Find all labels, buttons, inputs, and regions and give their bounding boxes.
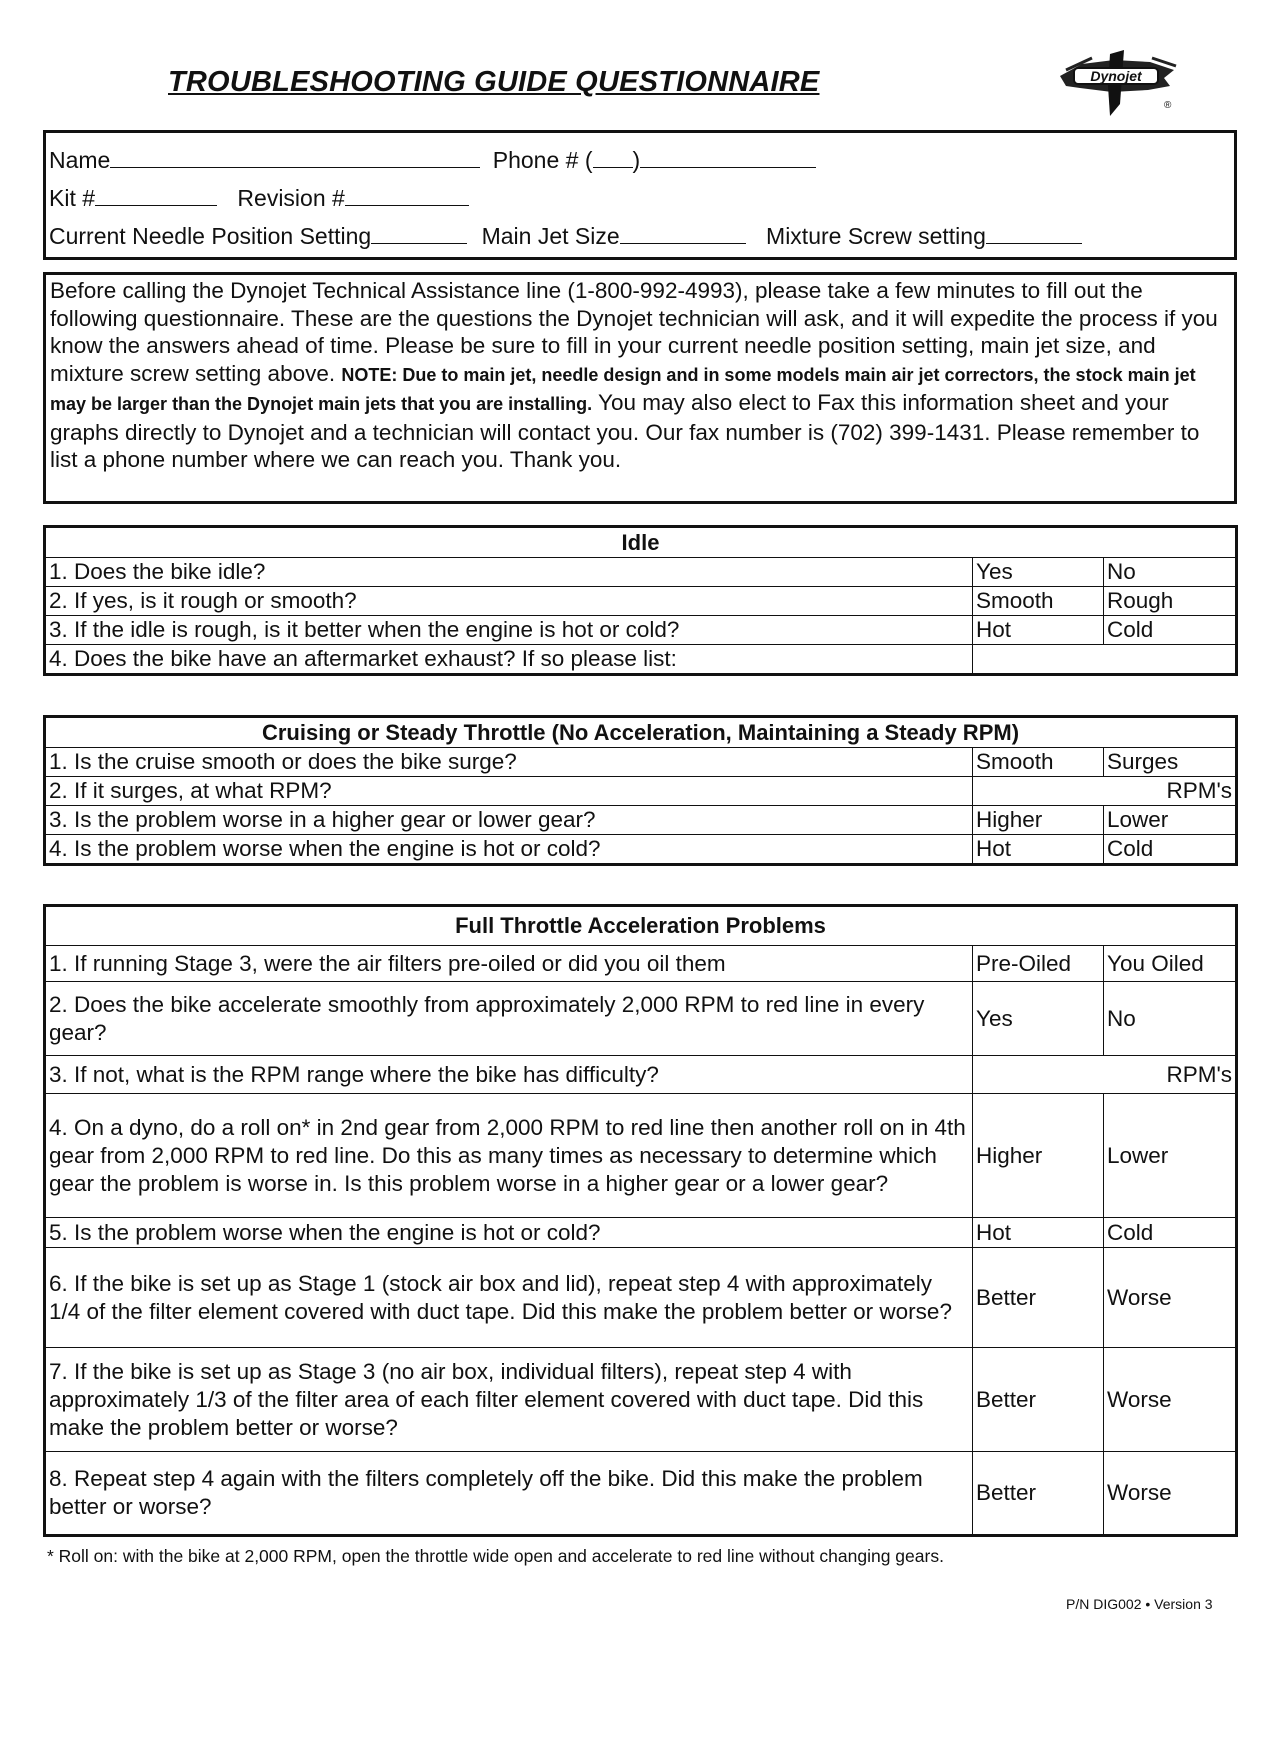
table-row: [45, 806, 1237, 835]
mixture-label: Mixture Screw setting: [766, 223, 986, 249]
answer-option[interactable]: Lower: [1104, 1094, 1237, 1218]
phone-close-paren: ): [632, 147, 641, 173]
table-row: [45, 1452, 1237, 1536]
main-jet-field[interactable]: [620, 225, 746, 244]
part-number: P/N DIG002 • Version 3: [1066, 1596, 1213, 1612]
table-row: [45, 558, 1237, 587]
answer-option[interactable]: Rough: [1104, 587, 1237, 616]
question-cell: 3. If the idle is rough, is it better when the engine is hot or cold?: [45, 616, 973, 645]
table-row: [45, 946, 1237, 982]
table-row: [45, 748, 1237, 777]
question-cell: 6. If the bike is set up as Stage 1 (stock air box and lid), repeat step 4 with approximately 1/4 of the filter element covered with duct tape. Did this make the problem better or worse?: [45, 1248, 973, 1348]
mixture-field[interactable]: [986, 225, 1082, 244]
table-row: [45, 1056, 1237, 1094]
answer-option[interactable]: Surges: [1104, 748, 1237, 777]
answer-option[interactable]: Cold: [1104, 1218, 1237, 1248]
answer-option[interactable]: Worse: [1104, 1452, 1237, 1536]
answer-option[interactable]: Smooth: [973, 587, 1104, 616]
table-row: [45, 616, 1237, 645]
table-row: [45, 835, 1237, 865]
table-row: [45, 587, 1237, 616]
answer-option[interactable]: Better: [973, 1452, 1104, 1536]
question-cell: 5. Is the problem worse when the engine is hot or cold?: [45, 1218, 973, 1248]
answer-option[interactable]: Smooth: [973, 748, 1104, 777]
info-line-1: [49, 147, 816, 174]
phone-label: Phone # (: [492, 147, 593, 173]
phone-area-code-field[interactable]: [593, 149, 633, 168]
answer-option[interactable]: Yes: [973, 558, 1104, 587]
kit-field[interactable]: [95, 187, 217, 206]
instructions-text: [50, 277, 1230, 474]
customer-info-box: [43, 130, 1237, 260]
table-row: [45, 1218, 1237, 1248]
answer-option[interactable]: Cold: [1104, 616, 1237, 645]
question-cell: 1. Does the bike idle?: [45, 558, 973, 587]
answer-option[interactable]: No: [1104, 558, 1237, 587]
question-cell: 8. Repeat step 4 again with the filters completely off the bike. Did this make the problem better or worse?: [45, 1452, 973, 1536]
instructions-box: [43, 272, 1237, 504]
full-throttle-heading: Full Throttle Acceleration Problems: [45, 906, 1237, 946]
question-cell: 4. Does the bike have an aftermarket exhaust? If so please list:: [45, 645, 973, 675]
question-cell: 2. Does the bike accelerate smoothly from approximately 2,000 RPM to red line in every gear?: [45, 982, 973, 1056]
question-cell: 1. If running Stage 3, were the air filters pre-oiled or did you oil them: [45, 946, 973, 982]
question-cell: 2. If it surges, at what RPM?: [45, 777, 973, 806]
instructions-part-2: You may also elect to Fax this information sheet and your graphs directly to Dynojet and a technician will contact you. Our fax number is (702) 399-1431. Please remember to list a phone number where we can reach you. Thank you.: [50, 390, 1200, 472]
table-row: [45, 982, 1237, 1056]
table-row: [45, 1094, 1237, 1218]
page-title: TROUBLESHOOTING GUIDE QUESTIONNAIRE: [168, 66, 820, 98]
idle-heading: Idle: [45, 527, 1237, 558]
phone-field[interactable]: [640, 149, 816, 168]
cruising-heading: Cruising or Steady Throttle (No Acceleration, Maintaining a Steady RPM): [45, 717, 1237, 748]
main-jet-label: Main Jet Size: [481, 223, 620, 249]
table-row: [45, 1248, 1237, 1348]
question-cell: 7. If the bike is set up as Stage 3 (no air box, individual filters), repeat step 4 with approximately 1/3 of the filter area of each filter element covered with duct tape. Did this make the problem better or worse?: [45, 1348, 973, 1452]
instructions-note: NOTE: Due to main jet, needle design and in some models main air jet correctors, the stock main jet may be larger than the Dynojet main jets that you are installing.: [50, 364, 1196, 414]
logo-text: Dynojet: [1090, 68, 1142, 84]
name-label: Name: [49, 147, 111, 173]
name-field[interactable]: [110, 149, 480, 168]
dynojet-logo: [1052, 46, 1180, 122]
answer-option[interactable]: Lower: [1104, 806, 1237, 835]
answer-option[interactable]: Hot: [973, 1218, 1104, 1248]
table-row: [45, 1348, 1237, 1452]
answer-option[interactable]: Higher: [973, 1094, 1104, 1218]
answer-option[interactable]: Hot: [973, 835, 1104, 865]
question-cell: 1. Is the cruise smooth or does the bike surge?: [45, 748, 973, 777]
question-cell: 3. If not, what is the RPM range where the bike has difficulty?: [45, 1056, 973, 1094]
full-throttle-table: [43, 904, 1238, 1537]
info-line-2: [49, 185, 469, 212]
idle-table: [43, 525, 1238, 676]
answer-option[interactable]: Cold: [1104, 835, 1237, 865]
needle-field[interactable]: [371, 225, 467, 244]
instructions-part-1: Before calling the Dynojet Technical Assistance line (1-800-992-4993), please take a few minutes to fill out the following questionnaire. These are the questions the Dynojet technician will ask, and it will expedite the process if you know the answers ahead of time. Please be sure to fill in your current needle position setting, main jet size, and mixture screw setting above.: [50, 278, 1218, 386]
answer-option[interactable]: Higher: [973, 806, 1104, 835]
answer-option[interactable]: Worse: [1104, 1348, 1237, 1452]
rpm-range-answer-field[interactable]: RPM's: [973, 1056, 1237, 1094]
cruising-table: [43, 715, 1238, 866]
answer-option[interactable]: Better: [973, 1348, 1104, 1452]
revision-field[interactable]: [345, 187, 469, 206]
dynojet-logo-graphic: [1052, 46, 1180, 122]
answer-option[interactable]: Worse: [1104, 1248, 1237, 1348]
answer-option[interactable]: No: [1104, 982, 1237, 1056]
roll-on-footnote: * Roll on: with the bike at 2,000 RPM, open the throttle wide open and accelerate to red line without changing gears.: [47, 1546, 944, 1566]
table-row: [45, 645, 1237, 675]
answer-option[interactable]: Hot: [973, 616, 1104, 645]
answer-option[interactable]: Better: [973, 1248, 1104, 1348]
answer-option[interactable]: Pre-Oiled: [973, 946, 1104, 982]
answer-option[interactable]: You Oiled: [1104, 946, 1237, 982]
question-cell: 3. Is the problem worse in a higher gear or lower gear?: [45, 806, 973, 835]
info-line-3: [49, 223, 1082, 250]
revision-label: Revision #: [237, 185, 345, 211]
answer-option[interactable]: Yes: [973, 982, 1104, 1056]
rpm-answer-field[interactable]: RPM's: [973, 777, 1237, 806]
registered-mark: ®: [1164, 100, 1172, 111]
kit-label: Kit #: [49, 185, 96, 211]
question-cell: 4. On a dyno, do a roll on* in 2nd gear from 2,000 RPM to red line then another roll on in 4th gear from 2,000 RPM to red line. Do this as many times as necessary to determine which gear the problem is worse in. Is this problem worse in a higher gear or a lower gear?: [45, 1094, 973, 1218]
exhaust-answer-field[interactable]: [973, 645, 1237, 675]
needle-label: Current Needle Position Setting: [49, 223, 372, 249]
question-cell: 4. Is the problem worse when the engine is hot or cold?: [45, 835, 973, 865]
table-row: [45, 777, 1237, 806]
question-cell: 2. If yes, is it rough or smooth?: [45, 587, 973, 616]
